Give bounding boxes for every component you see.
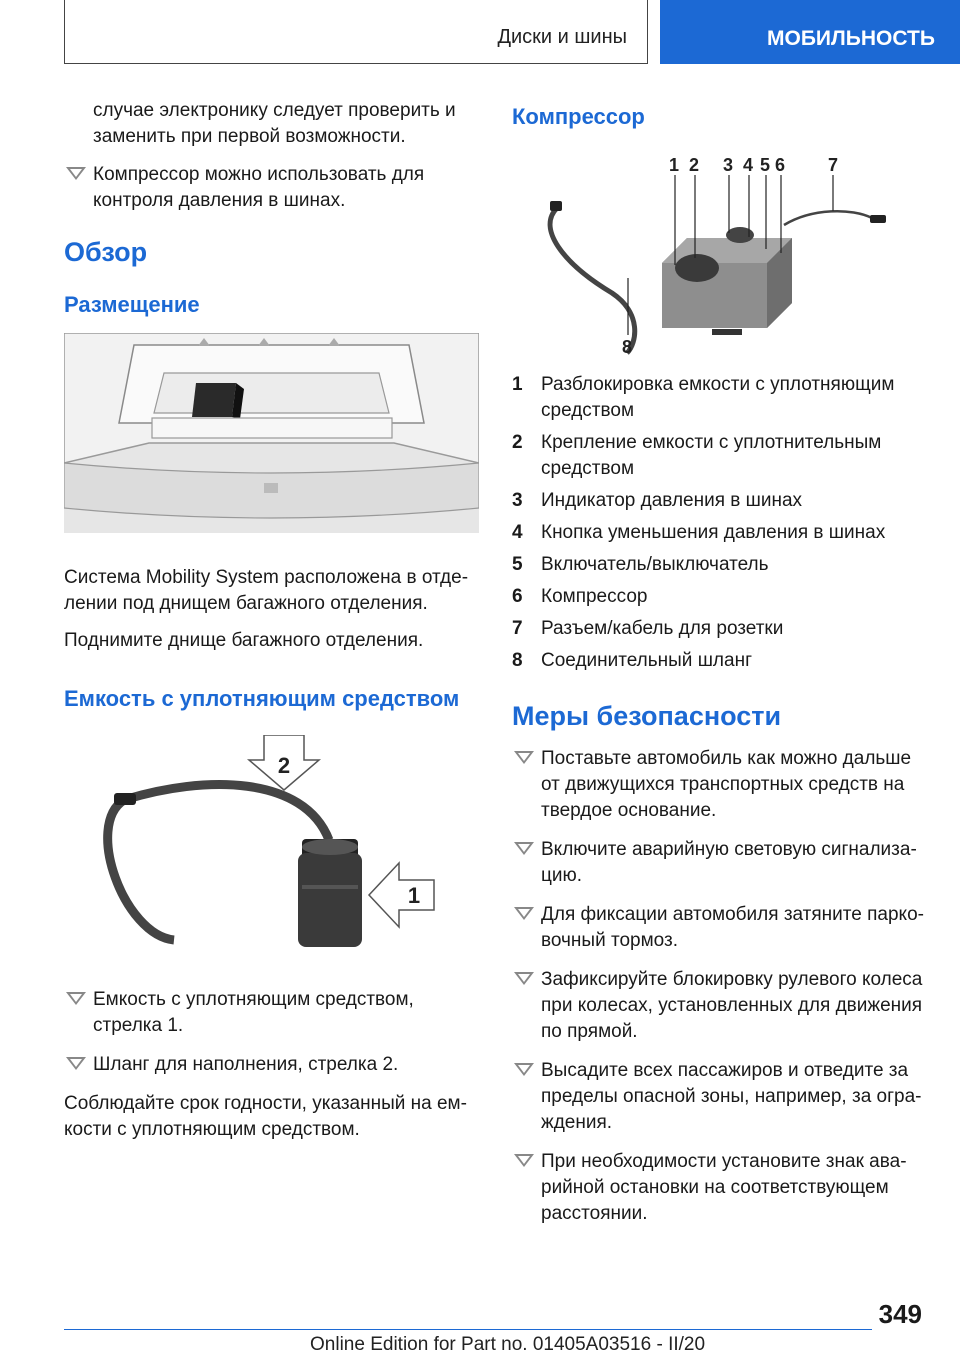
figure-label-1: 1 (669, 155, 680, 175)
list-item: 2 Крепление емкости с уплотнительным средством (512, 432, 882, 479)
list-item: 4 Кнопка уменьшения давления в шинах (512, 522, 886, 543)
bullet-hose: Шланг для наполнения, стрелка 2. (64, 1052, 479, 1078)
expiry-text: Соблюдайте срок годности, указанный на емкости с уплотняющим средством. (64, 1093, 467, 1140)
footer-divider (64, 1329, 872, 1330)
right-column (512, 98, 930, 1240)
heading-safety: Меры безопасности (512, 701, 782, 731)
continued-text: случае электронику следует проверить и заменить при первой возможности. (93, 100, 456, 147)
triangle-bullet-icon (514, 1063, 534, 1076)
trunk-floor-figure (64, 333, 479, 553)
bullet-compressor-use: Компрессор можно использовать для контроля давления в шинах. (64, 162, 479, 214)
figure-label-3: 3 (723, 155, 734, 175)
triangle-bullet-icon (66, 167, 86, 180)
triangle-bullet-icon (514, 907, 534, 920)
safety-bullet: Для фиксации автомобиля затяните парковочный тормоз. (512, 902, 930, 954)
list-item: 6 Компрессор (512, 586, 648, 607)
triangle-bullet-icon (514, 751, 534, 764)
safety-bullet: При необходимости установите знак аварийной остановки на соответствующем расстоянии. (512, 1149, 930, 1227)
list-item: 5 Включатель/выключатель (512, 554, 769, 575)
figure-label-8: 8 (622, 337, 633, 357)
heading-sealant-container: Емкость с уплотняющим средством (64, 686, 460, 711)
triangle-bullet-icon (514, 972, 534, 985)
figure-label-5: 5 (760, 155, 771, 175)
figure-label-7: 7 (828, 155, 839, 175)
list-item: 1 Разблокировка емкости с уплотняющим средством (512, 374, 895, 421)
safety-bullet: Высадите всех пассажиров и отведите за пределы опасной зоны, например, за ограждения. (512, 1058, 930, 1136)
placement-text-1: Система Mobility System расположена в отделении под днищем багажного отделения. (64, 567, 469, 614)
header-section-box (64, 0, 648, 64)
list-item: 8 Соединительный шланг (512, 650, 753, 671)
parts-list (512, 372, 930, 674)
heading-placement: Размещение (64, 292, 200, 317)
footer-edition: Online Edition for Part no. 01405A03516 - II/20 (310, 1334, 706, 1355)
figure-label-2: 2 (277, 753, 291, 778)
safety-bullet: Поставьте автомобиль как можно дальше от движущихся транспортных средств на твердое основание. (512, 746, 930, 824)
safety-bullet: Зафиксируйте блокировку рулевого колеса при колесах, установленных для движения по прямой. (512, 967, 930, 1045)
triangle-bullet-icon (514, 842, 534, 855)
list-item: 3 Индикатор давления в шинах (512, 490, 803, 511)
figure-label-4: 4 (743, 155, 754, 175)
figure-label-2: 2 (689, 155, 700, 175)
placement-text-2: Поднимите днище багажного отделения. (64, 630, 424, 651)
list-item: 7 Разъем/кабель для розетки (512, 618, 784, 639)
safety-bullet: Включите аварийную световую сигнализацию. (512, 837, 930, 889)
bullet-container: Емкость с уплотняющим средством, стрелка 1. (64, 987, 479, 1039)
sealant-container-figure (64, 735, 479, 975)
figure-label-1: 1 (407, 883, 421, 908)
header-section-title: Диски и шины (497, 26, 627, 48)
heading-overview: Обзор (64, 237, 148, 267)
compressor-figure (512, 153, 930, 358)
triangle-bullet-icon (514, 1154, 534, 1167)
figure-label-6: 6 (775, 155, 786, 175)
heading-compressor: Компрессор (512, 104, 645, 129)
page-number: 349 (878, 1299, 922, 1329)
triangle-bullet-icon (66, 992, 86, 1005)
header-chapter-tab: МОБИЛЬНОСТЬ (660, 0, 960, 64)
triangle-bullet-icon (66, 1057, 86, 1070)
left-column (64, 98, 479, 1143)
